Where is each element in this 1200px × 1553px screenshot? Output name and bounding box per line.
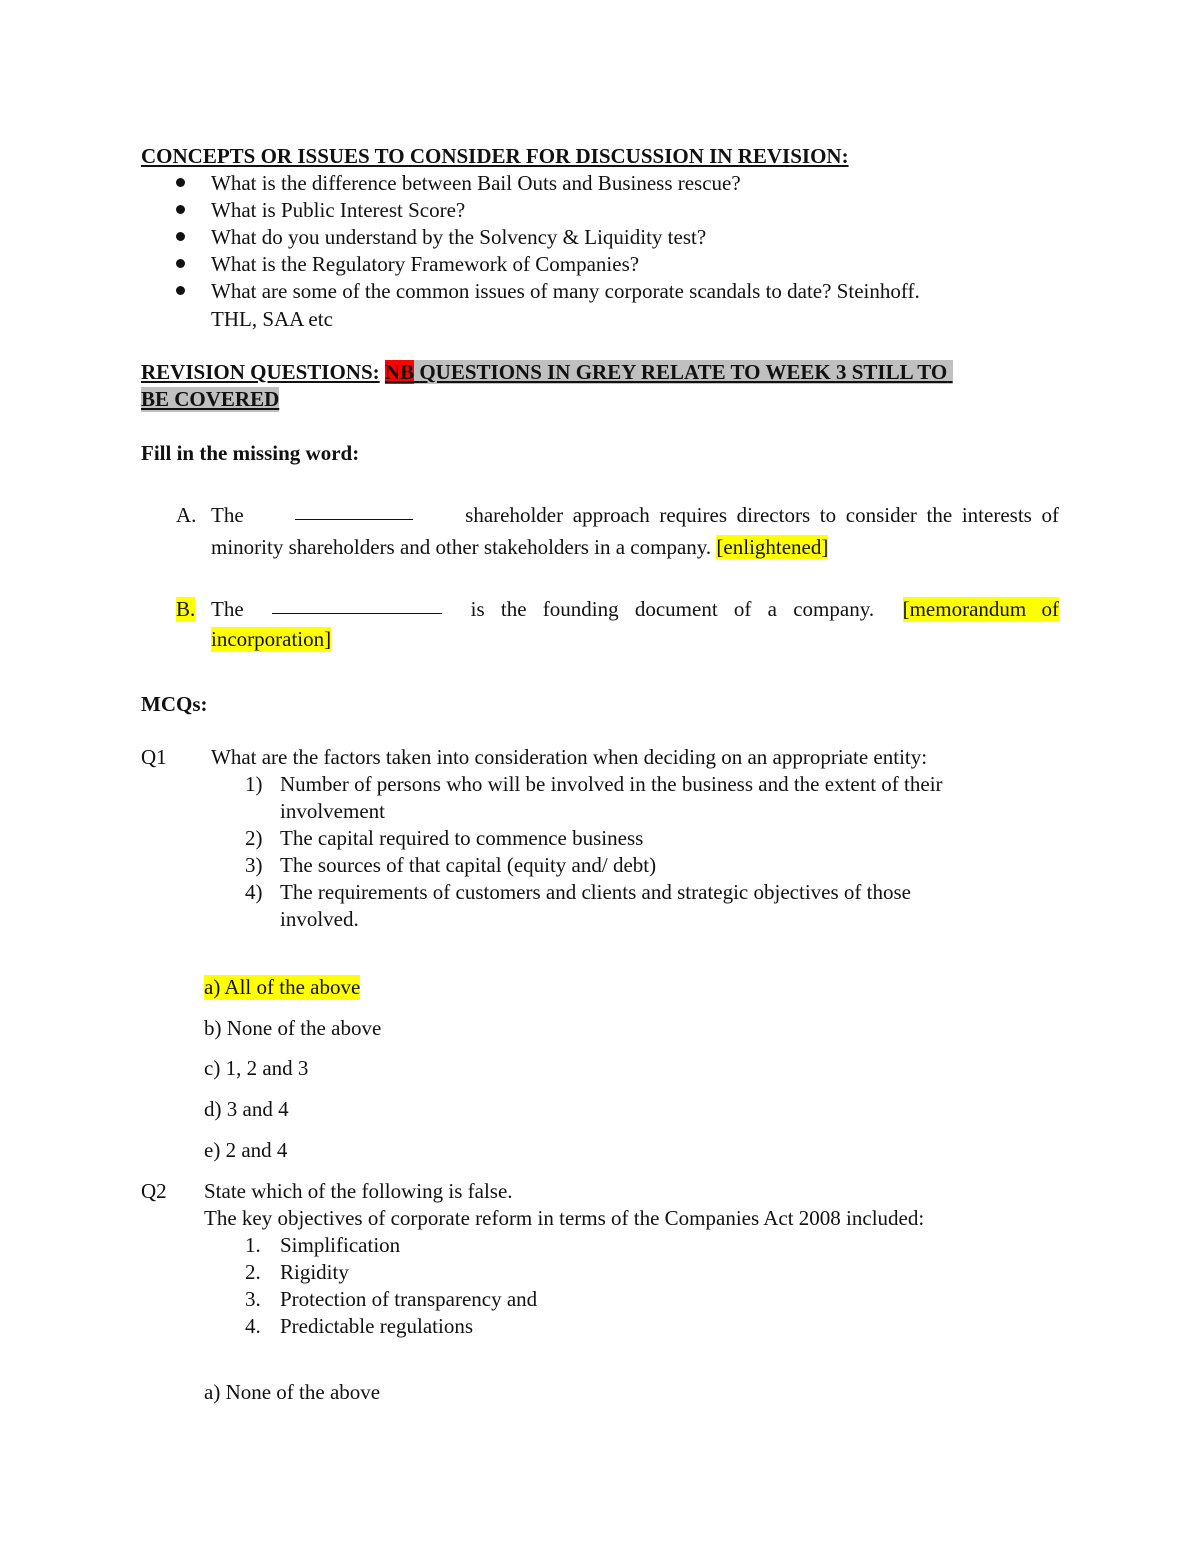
bullet-icon — [176, 205, 185, 214]
q1-option-c: c) 1, 2 and 3 — [204, 1056, 309, 1080]
q2-item-num: 3. — [245, 1287, 261, 1311]
q1-label: Q1 — [141, 745, 167, 769]
q2-item-num: 2. — [245, 1260, 261, 1284]
bullet-icon — [176, 232, 185, 241]
q2-item-text: Rigidity — [280, 1260, 349, 1284]
fill-a-text: minority shareholders and other stakeholders in a company. — [211, 535, 712, 559]
fill-b-answer-2: incorporation] — [211, 627, 332, 651]
q2-item-text: Protection of transparency and — [280, 1287, 538, 1311]
q1-item-num: 3) — [245, 853, 263, 877]
revision-heading — [141, 360, 953, 385]
q2-item-num: 4. — [245, 1314, 261, 1338]
revision-heading-prefix: REVISION QUESTIONS: — [141, 360, 380, 384]
concept-item-continuation: THL, SAA etc — [211, 307, 333, 331]
bullet-icon — [176, 259, 185, 268]
nb-badge: NB — [384, 360, 415, 384]
concept-item: What is the difference between Bail Outs and Business rescue? — [211, 171, 741, 195]
fill-a-answer: [enlightened] — [716, 535, 829, 559]
fill-b-line1 — [211, 597, 1059, 622]
fill-b-rest: is the founding document of a company. — [470, 597, 875, 621]
concept-item: What do you understand by the Solvency & Liquidity test? — [211, 225, 707, 249]
q2-label: Q2 — [141, 1179, 167, 1203]
q1-item-num: 2) — [245, 826, 263, 850]
bullet-icon — [176, 286, 185, 295]
q1-item-text-cont: involved. — [280, 907, 359, 931]
q1-item-num: 4) — [245, 880, 263, 904]
q2-question-2: The key objectives of corporate reform in terms of the Companies Act 2008 included: — [204, 1206, 925, 1230]
q1-item-text: The sources of that capital (equity and/ debt) — [280, 853, 657, 877]
fill-a-the: The — [211, 503, 244, 527]
concept-item: What is the Regulatory Framework of Companies? — [211, 252, 640, 276]
q1-item-text: The requirements of customers and clients and strategic objectives of those — [280, 880, 911, 904]
q1-item-text: Number of persons who will be involved in the business and the extent of their — [280, 772, 943, 796]
q1-option-b: b) None of the above — [204, 1016, 382, 1040]
q2-item-text: Predictable regulations — [280, 1314, 474, 1338]
grey-note-line2: BE COVERED — [141, 387, 280, 411]
fill-a-line2 — [211, 535, 828, 560]
fill-b-answer-1: [memorandum of — [902, 597, 1059, 621]
fill-heading: Fill in the missing word: — [141, 441, 360, 465]
fill-b-blank — [272, 597, 442, 614]
fill-a-line1 — [211, 503, 1059, 528]
q1-option-e: e) 2 and 4 — [204, 1138, 288, 1162]
bullet-icon — [176, 178, 185, 187]
q2-question: State which of the following is false. — [204, 1179, 513, 1203]
q1-question: What are the factors taken into consideration when deciding on an appropriate entity: — [211, 745, 928, 769]
concepts-heading: CONCEPTS OR ISSUES TO CONSIDER FOR DISCUSSION IN REVISION: — [141, 144, 849, 168]
q2-item-text: Simplification — [280, 1233, 401, 1257]
q1-item-text: The capital required to commence business — [280, 826, 644, 850]
fill-a-marker: A. — [176, 503, 197, 527]
fill-b-marker: B. — [176, 597, 196, 621]
q1-item-text-cont: involvement — [280, 799, 385, 823]
concept-item: What is Public Interest Score? — [211, 198, 466, 222]
fill-b-the: The — [211, 597, 244, 621]
fill-a-blank — [295, 503, 413, 520]
q1-option-a: a) All of the above — [204, 975, 361, 999]
grey-note-line1: QUESTIONS IN GREY RELATE TO WEEK 3 STILL TO — [414, 360, 952, 384]
fill-a-rest: shareholder approach requires directors to consider the interests of — [465, 503, 1059, 527]
q1-item-num: 1) — [245, 772, 263, 796]
q1-option-d: d) 3 and 4 — [204, 1097, 289, 1121]
q2-item-num: 1. — [245, 1233, 261, 1257]
mcqs-heading: MCQs: — [141, 692, 208, 716]
q2-option-a: a) None of the above — [204, 1380, 381, 1404]
concept-item: What are some of the common issues of many corporate scandals to date? Steinhoff. — [211, 279, 920, 303]
